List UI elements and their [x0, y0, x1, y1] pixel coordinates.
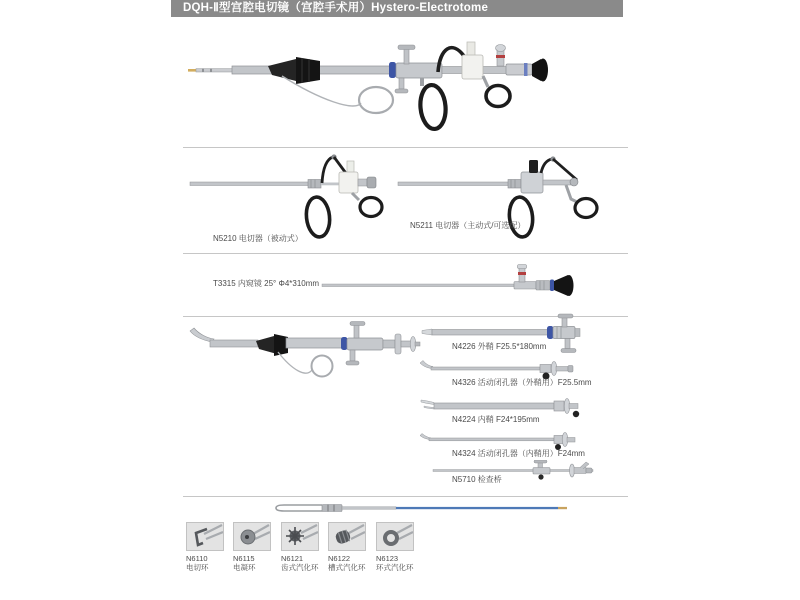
- light-post-red-band: [496, 55, 505, 58]
- insulated-blue-shaft: [396, 507, 558, 509]
- t3315-illustration: [318, 263, 578, 298]
- label-electrode-4: [328, 554, 374, 572]
- ring-vaporization-icon: [377, 523, 413, 550]
- figure-assembled-electrotome: [180, 30, 630, 145]
- figure-scope-with-sheath: [182, 318, 422, 408]
- label-electrode-2: [233, 554, 279, 572]
- figure-working-element-active: [390, 147, 620, 247]
- electrode-model: N6115: [233, 554, 255, 563]
- light-cable-loop: [312, 356, 333, 377]
- eyepiece: [565, 275, 574, 296]
- electrode-model: N6110: [186, 554, 208, 563]
- label-n4226: N4226 外鞘 F25.5*180mm: [452, 342, 547, 351]
- blue-ring: [547, 326, 554, 339]
- electrode-name: 槽式汽化环: [328, 563, 366, 572]
- n4226-illustration: [418, 312, 583, 360]
- figure-examination-bridge: [415, 460, 600, 486]
- sheath-assembly-illustration: [182, 318, 422, 408]
- label-electrode-3: [281, 554, 327, 572]
- thumbnail-coagulation-loop: [233, 522, 271, 551]
- electrode-name: 齿式汽化环: [281, 563, 319, 572]
- label-n4324: N4324 活动闭孔器（内鞘用）F24mm: [452, 449, 585, 458]
- label-n4326: N4326 活动闭孔器（外鞘用）F25.5mm: [452, 378, 592, 387]
- page-title: DQH-Ⅱ型宫腔电切镜（宫腔手术用）Hystero-Electrotome: [171, 0, 623, 17]
- blue-ring: [550, 280, 554, 292]
- ceramic-block: [462, 55, 483, 79]
- label-t3315: T3315 内窥镜 25° Φ4*310mm: [213, 279, 320, 288]
- n5211-illustration: [390, 147, 620, 247]
- n5710-illustration: [415, 460, 600, 486]
- stopcock-valve: [398, 45, 415, 50]
- grooved-vaporization-icon: [329, 523, 365, 550]
- finger-ring: [486, 86, 510, 107]
- label-n5710: N5710 检查桥: [452, 475, 502, 484]
- toothed-vaporization-icon: [282, 523, 318, 550]
- electrode-model: N6121: [281, 554, 304, 563]
- electrode-model: N6123: [376, 554, 399, 563]
- thumbnail-grooved-vaporization: [328, 522, 366, 551]
- electrode-name: 环式汽化环: [376, 563, 414, 572]
- thumb-ring: [304, 196, 331, 238]
- adjust-knob: [529, 160, 538, 173]
- electrode-name: 电凝环: [233, 563, 256, 572]
- locking-knob: [573, 411, 579, 417]
- section-divider: [183, 253, 628, 254]
- figure-loop-electrode: [270, 500, 570, 516]
- finger-ring: [575, 199, 597, 218]
- thumb-ring: [419, 84, 448, 130]
- thumb-ring: [507, 196, 534, 238]
- eyepiece: [538, 59, 548, 82]
- section-divider: [183, 496, 628, 497]
- figure-outer-sheath: [418, 312, 583, 360]
- stopcock-valve: [534, 460, 547, 463]
- stopcock-valve: [350, 322, 365, 326]
- finger-ring: [360, 198, 382, 217]
- thumbnail-toothed-vaporization: [281, 522, 319, 551]
- stopcock-valve: [561, 349, 576, 353]
- ceramic-block: [339, 172, 358, 193]
- electrode-name: 电切环: [186, 563, 209, 572]
- label-electrode-5: [376, 554, 422, 572]
- light-post-red-band: [518, 272, 526, 275]
- electrode-illustration: [270, 500, 570, 516]
- label-n5210: N5210 电切器（被动式）: [213, 234, 303, 243]
- coagulation-loop-icon: [234, 523, 270, 550]
- thumbnail-cutting-loop: [186, 522, 224, 551]
- thumbnail-ring-vaporization: [376, 522, 414, 551]
- electrode-model: N6122: [328, 554, 351, 563]
- stopcock-valve: [558, 314, 573, 318]
- blue-ring: [389, 62, 396, 78]
- label-n4224: N4224 内鞘 F24*195mm: [452, 415, 540, 424]
- label-n5211: N5211 电切器（主动式/可选配）: [410, 221, 526, 230]
- label-electrode-1: [186, 554, 232, 572]
- electrotome-illustration: [180, 30, 630, 145]
- blue-ring: [341, 337, 348, 350]
- cutting-loop-icon: [187, 523, 223, 550]
- figure-telescope: [318, 263, 578, 298]
- light-cable-loop: [359, 87, 393, 113]
